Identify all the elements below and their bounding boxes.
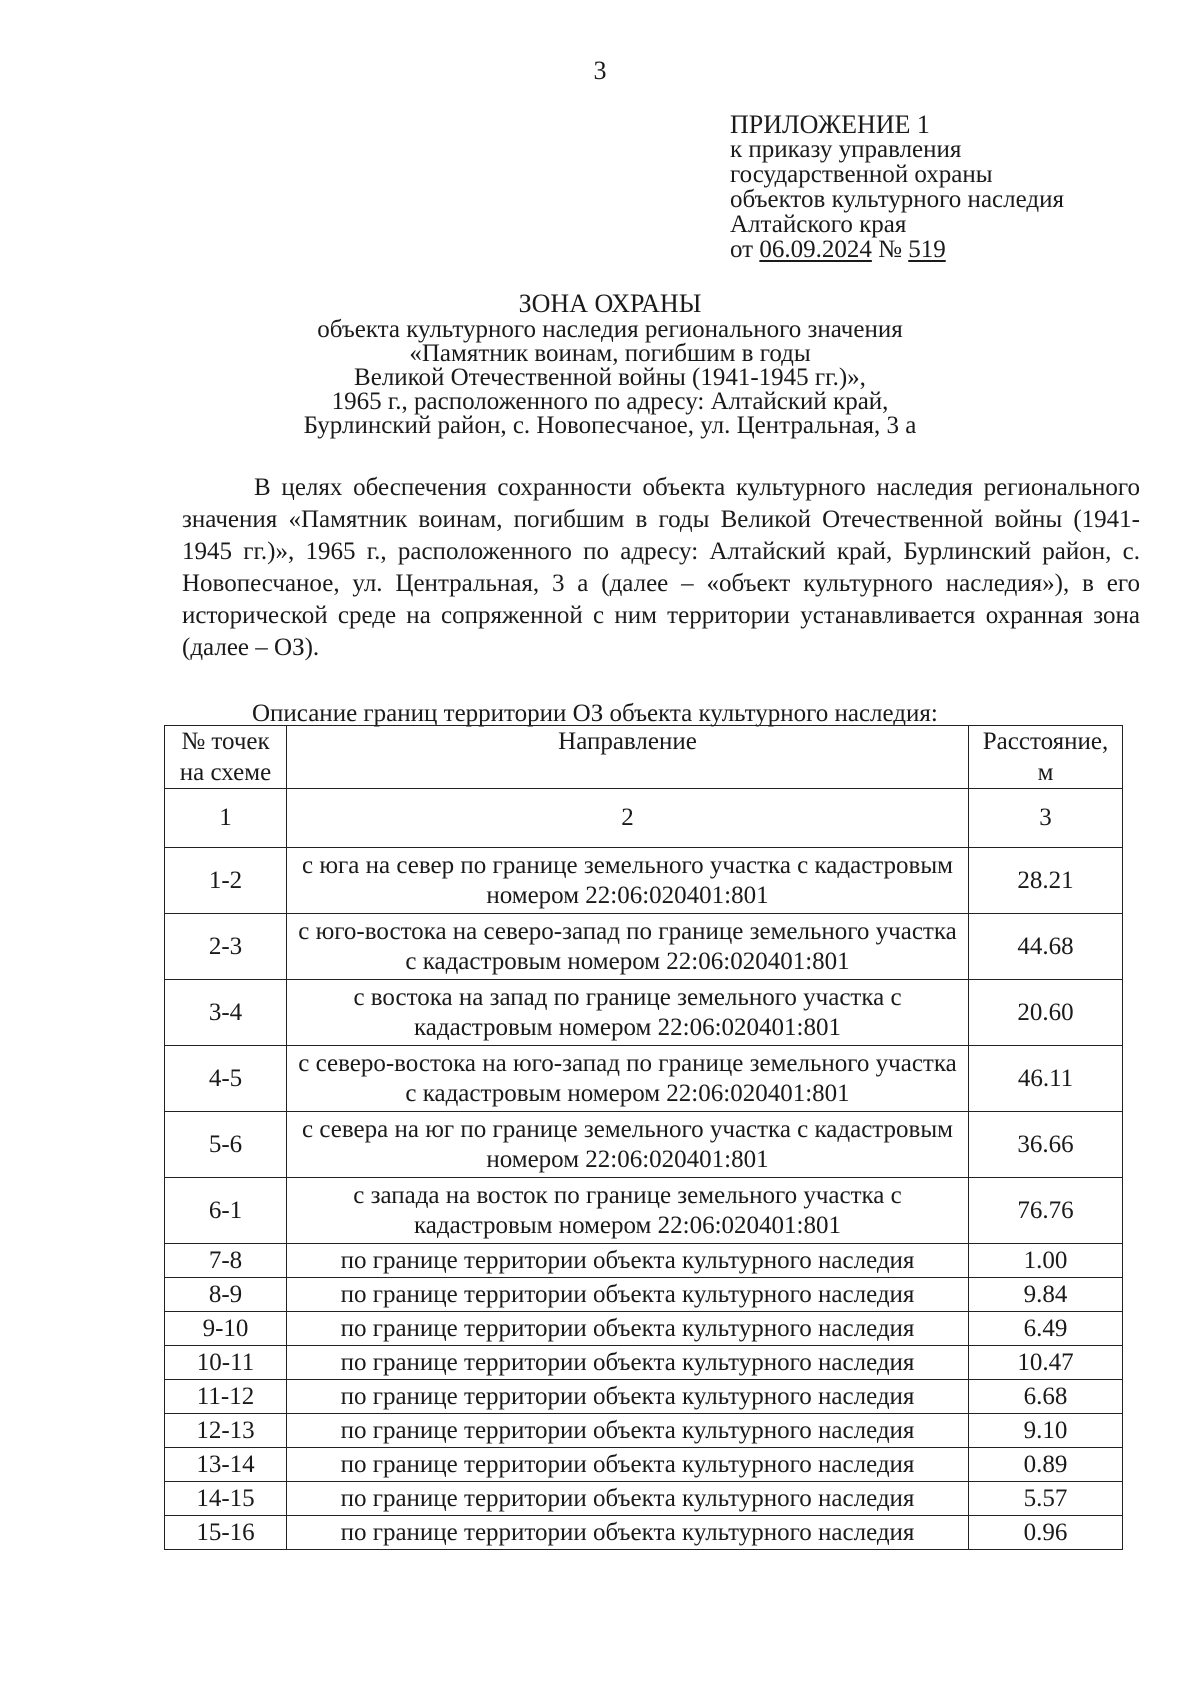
points-cell: 8-9 (165, 1278, 287, 1312)
order-date: 06.09.2024 (759, 236, 872, 263)
direction-cell: с юго-востока на северо-запад по границе земельного участка с кадастровым номером 22:06:020401:801 (287, 914, 969, 980)
table-row (165, 1112, 1123, 1178)
points-cell: 6-1 (165, 1178, 287, 1244)
points-cell: 9-10 (165, 1312, 287, 1346)
appendix-line: объектов культурного наследия (730, 186, 1064, 213)
table-row (165, 1414, 1123, 1448)
points-cell: 13-14 (165, 1448, 287, 1482)
direction-cell: по границе территории объекта культурного наследия (287, 1244, 969, 1278)
column-number: 1 (165, 789, 287, 848)
distance-cell: 6.68 (969, 1380, 1123, 1414)
table-row (165, 1346, 1123, 1380)
distance-cell: 0.96 (969, 1516, 1123, 1550)
table-row (165, 1482, 1123, 1516)
appendix-title: ПРИЛОЖЕНИЕ 1 (730, 110, 930, 139)
points-cell: 3-4 (165, 980, 287, 1046)
table-header-row (165, 726, 1123, 789)
direction-cell: с северо-востока на юго-запад по границе земельного участка с кадастровым номером 22:06:020401:801 (287, 1046, 969, 1112)
direction-cell: по границе территории объекта культурного наследия (287, 1448, 969, 1482)
boundaries-table (164, 725, 1123, 1550)
points-cell: 11-12 (165, 1380, 287, 1414)
distance-cell: 9.84 (969, 1278, 1123, 1312)
table-row (165, 980, 1123, 1046)
distance-cell: 1.00 (969, 1244, 1123, 1278)
direction-cell: по границе территории объекта культурного наследия (287, 1414, 969, 1448)
zone-subtitle-line: объекта культурного наследия регионального значения (317, 316, 903, 343)
distance-cell: 36.66 (969, 1112, 1123, 1178)
table-row (165, 914, 1123, 980)
points-cell: 1-2 (165, 848, 287, 914)
number-sign: № (878, 236, 902, 263)
appendix-block (730, 112, 1064, 262)
direction-cell: с востока на запад по границе земельного участка с кадастровым номером 22:06:020401:801 (287, 980, 969, 1046)
column-number: 2 (287, 789, 969, 848)
zone-subtitle-line: 1965 г., расположенного по адресу: Алтайский край, (331, 388, 889, 415)
page-number: 3 (593, 56, 607, 85)
direction-cell: по границе территории объекта культурного наследия (287, 1482, 969, 1516)
appendix-date-line (730, 237, 1064, 262)
table-row (165, 1278, 1123, 1312)
points-cell: 10-11 (165, 1346, 287, 1380)
appendix-line: государственной охраны (730, 161, 993, 188)
direction-cell: по границе территории объекта культурного наследия (287, 1516, 969, 1550)
table-row (165, 848, 1123, 914)
direction-cell: с юга на север по границе земельного участка с кадастровым номером 22:06:020401:801 (287, 848, 969, 914)
direction-cell: с запада на восток по границе земельного участка с кадастровым номером 22:06:020401:801 (287, 1178, 969, 1244)
table-row (165, 1244, 1123, 1278)
distance-cell: 0.89 (969, 1448, 1123, 1482)
appendix-line: к приказу управления (730, 136, 962, 163)
table-row (165, 1516, 1123, 1550)
distance-cell: 28.21 (969, 848, 1123, 914)
distance-cell: 6.49 (969, 1312, 1123, 1346)
table-row (165, 1380, 1123, 1414)
column-number: 3 (969, 789, 1123, 848)
zone-subtitle-line: Бурлинский район, с. Новопесчаное, ул. Центральная, 3 а (303, 412, 917, 439)
points-cell: 5-6 (165, 1112, 287, 1178)
header-points: № точек на схеме (165, 726, 287, 789)
appendix-line: Алтайского края (730, 211, 907, 238)
table-caption: Описание границ территории ОЗ объекта культурного наследия: (252, 700, 938, 727)
header-direction: Направление (287, 726, 969, 789)
zone-title: ЗОНА ОХРАНЫ (518, 289, 702, 318)
distance-cell: 20.60 (969, 980, 1123, 1046)
distance-cell: 76.76 (969, 1178, 1123, 1244)
distance-cell: 5.57 (969, 1482, 1123, 1516)
direction-cell: по границе территории объекта культурного наследия (287, 1278, 969, 1312)
direction-cell: с севера на юг по границе земельного участка с кадастровым номером 22:06:020401:801 (287, 1112, 969, 1178)
distance-cell: 44.68 (969, 914, 1123, 980)
intro-paragraph: В целях обеспечения сохранности объекта культурного наследия регионального значения «Памятник воинам, погибшим в годы Великой Отечественной войны (1941-1945 гг.)», 1965 г., расположенного по адресу: Алтайский край, Бурлинский район, с. Новопесчаное, ул. Центральная, 3 а (далее – «объект культурного наследия»), в его исторической среде на сопряженной с ним территории устанавливается охранная зона (далее – ОЗ). (182, 474, 1140, 661)
direction-cell: по границе территории объекта культурного наследия (287, 1380, 969, 1414)
distance-cell: 46.11 (969, 1046, 1123, 1112)
distance-cell: 10.47 (969, 1346, 1123, 1380)
points-cell: 15-16 (165, 1516, 287, 1550)
points-cell: 14-15 (165, 1482, 287, 1516)
zone-subtitle-line: Великой Отечественной войны (1941-1945 гг.)», (354, 364, 866, 391)
distance-cell: 9.10 (969, 1414, 1123, 1448)
date-prefix: от (730, 236, 754, 263)
table-row (165, 1178, 1123, 1244)
points-cell: 4-5 (165, 1046, 287, 1112)
table-row (165, 1448, 1123, 1482)
column-number-row (165, 789, 1123, 848)
header-distance: Расстояние, м (969, 726, 1123, 789)
table-row (165, 1312, 1123, 1346)
points-cell: 2-3 (165, 914, 287, 980)
points-cell: 12-13 (165, 1414, 287, 1448)
order-number: 519 (908, 236, 946, 263)
direction-cell: по границе территории объекта культурного наследия (287, 1346, 969, 1380)
zone-subtitle-line: «Памятник воинам, погибшим в годы (409, 340, 811, 367)
zone-header (160, 289, 1060, 439)
table-row (165, 1046, 1123, 1112)
direction-cell: по границе территории объекта культурного наследия (287, 1312, 969, 1346)
points-cell: 7-8 (165, 1244, 287, 1278)
